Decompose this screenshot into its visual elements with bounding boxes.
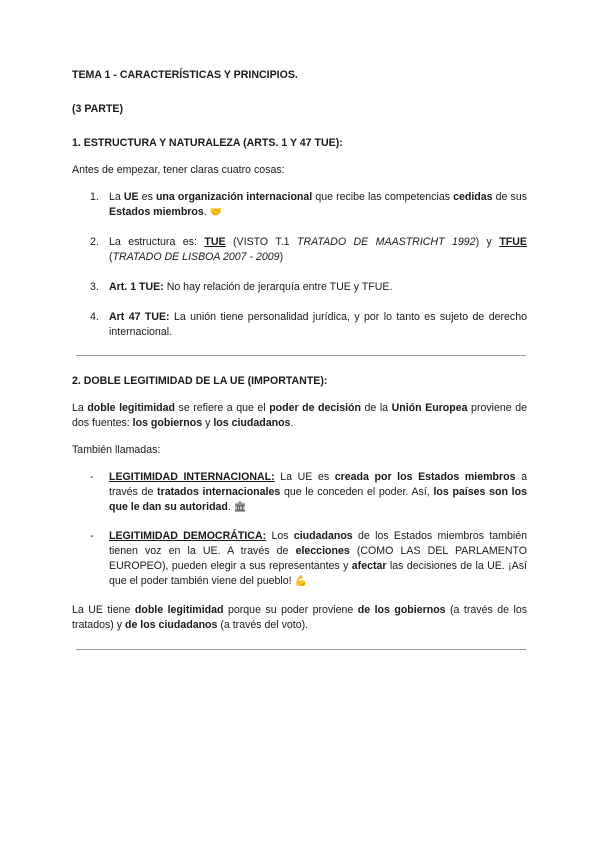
- section-2-also-called: También llamadas:: [72, 444, 161, 456]
- document-subtitle: (3 PARTE): [72, 103, 124, 115]
- bullet-dash: -: [90, 530, 94, 542]
- horizontal-divider: [76, 355, 526, 356]
- section-2-heading: 2. DOBLE LEGITIMIDAD DE LA UE (IMPORTANTE):: [72, 375, 328, 387]
- flexed-biceps-icon: 💪: [294, 576, 307, 587]
- bullet-item-1: - LEGITIMIDAD INTERNACIONAL: La UE es creada por los Estados miembros a través de tratados internacionales que le conceden el poder. Así, los países son los que le dan su autoridad. 🏛: [90, 471, 528, 513]
- list-number: 3.: [90, 281, 99, 293]
- section-1-intro: Antes de empezar, tener claras cuatro cosas:: [72, 164, 285, 176]
- dashed-list: [72, 470, 527, 589]
- list-item-1: 1. La UE es una organización internacional que recibe las competencias cedidas de sus Estados miembros. 🤝: [90, 191, 528, 218]
- list-number: 2.: [90, 236, 99, 248]
- numbered-list: [72, 190, 527, 340]
- section-2-paragraph-2: La UE tiene doble legitimidad porque su poder proviene de los gobiernos (a través de los tratados) y de los ciudadanos (a través del voto).: [72, 604, 528, 631]
- list-number: 4.: [90, 311, 99, 323]
- list-item-3: 3. Art. 1 TUE: No hay relación de jerarquía entre TUE y TFUE.: [90, 281, 393, 293]
- classical-building-icon: 🏛: [233, 502, 247, 513]
- document-page: [72, 68, 527, 668]
- list-item-4: 4. Art 47 TUE: La unión tiene personalidad jurídica, y por lo tanto es sujeto de derecho internacional.: [90, 311, 527, 338]
- document-title: TEMA 1 - CARACTERÍSTICAS Y PRINCIPIOS.: [72, 69, 298, 81]
- horizontal-divider: [76, 649, 526, 650]
- section-1-heading: 1. ESTRUCTURA Y NATURALEZA (ARTS. 1 Y 47 TUE):: [72, 137, 343, 149]
- bullet-item-2: - LEGITIMIDAD DEMOCRÁTICA: Los ciudadanos de los Estados miembros también tienen voz en la UE. A través de elecciones (COMO LAS DEL PARLAMENTO EUROPEO), pueden elegir a sus representantes y afectar las decisiones de la UE. ¡Así que el poder también viene del pueblo! 💪: [90, 530, 528, 587]
- list-number: 1.: [90, 191, 99, 203]
- list-item-2: 2. La estructura es: TUE (VISTO T.1 TRATADO DE MAASTRICHT 1992) y TFUE (TRATADO DE LISBOA 2007 - 2009): [90, 236, 527, 263]
- bullet-dash: -: [90, 471, 94, 483]
- handshake-icon: 🤝: [209, 207, 223, 218]
- section-2-paragraph-1: La doble legitimidad se refiere a que el poder de decisión de la Unión Europea proviene de dos fuentes: los gobiernos y los ciudadanos.: [72, 402, 527, 429]
